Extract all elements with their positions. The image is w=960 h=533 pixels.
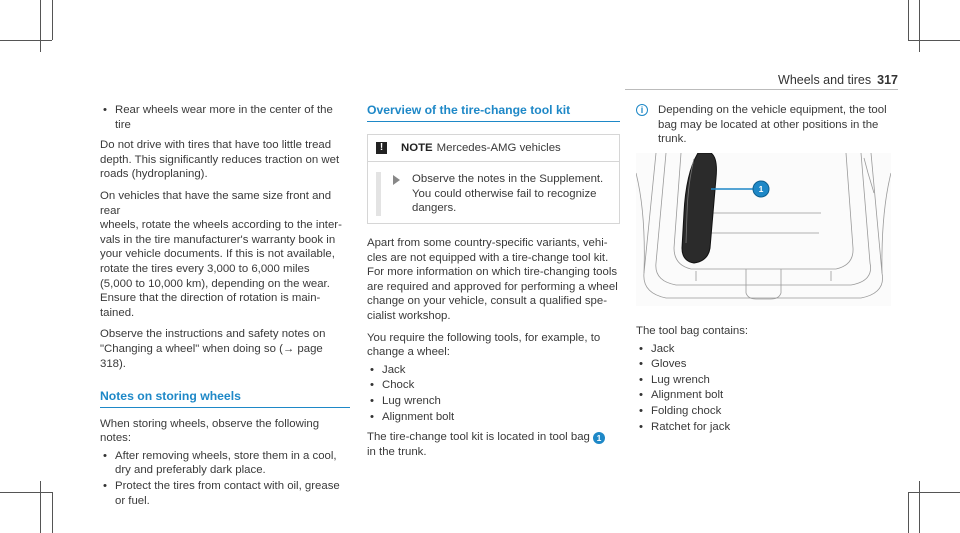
crop-mark bbox=[919, 481, 920, 533]
crop-mark bbox=[0, 492, 52, 493]
note-title: NOTE bbox=[401, 141, 433, 154]
figure-callout-badge: 1 bbox=[758, 184, 764, 194]
crop-mark bbox=[908, 492, 909, 533]
warning-icon: ! bbox=[376, 142, 387, 154]
crop-mark bbox=[908, 40, 960, 41]
info-icon: i bbox=[636, 104, 648, 116]
list-item: • Gloves bbox=[636, 357, 896, 372]
column-3-lower bbox=[636, 324, 896, 435]
column-1 bbox=[100, 103, 350, 509]
note-box bbox=[367, 134, 620, 224]
column-2 bbox=[367, 103, 620, 466]
tool-kit-heading: Overview of the tire-change tool kit bbox=[367, 103, 620, 122]
info-text: Depending on the vehicle equipment, the tool bag may be located at other positions in the trunk. bbox=[658, 104, 887, 146]
list-item: • Protect the tires from contact with oil, grease or fuel. bbox=[100, 479, 350, 508]
location-paragraph: The tire-change tool kit is located in tool bag 1 in the trunk. bbox=[367, 430, 620, 459]
crop-mark bbox=[0, 40, 52, 41]
tools-intro: You require the following tools, for example, to change a wheel: bbox=[367, 331, 601, 359]
storing-wheels-heading: Notes on storing wheels bbox=[100, 389, 350, 408]
crop-mark bbox=[40, 0, 41, 52]
crop-mark bbox=[919, 0, 920, 52]
running-header bbox=[778, 73, 898, 87]
list-item: • Jack bbox=[367, 363, 620, 378]
note-header bbox=[368, 135, 619, 163]
crop-mark bbox=[908, 492, 960, 493]
section-title: Wheels and tires bbox=[778, 73, 872, 87]
list-item: • Chock bbox=[367, 378, 620, 393]
page-reference-link[interactable]: "Changing a wheel" when doing so (→ page 318). bbox=[100, 342, 323, 370]
bag-contents-list bbox=[636, 342, 896, 435]
list-item: • Ratchet for jack bbox=[636, 420, 896, 435]
trunk-drawing bbox=[636, 153, 891, 306]
crop-mark bbox=[908, 0, 909, 40]
contains-intro: The tool bag contains: bbox=[636, 325, 749, 337]
note-body bbox=[368, 162, 619, 223]
page-number: 317 bbox=[877, 73, 898, 87]
list-item: • Alignment bolt bbox=[367, 410, 620, 425]
callout-badge: 1 bbox=[593, 432, 605, 444]
crop-mark bbox=[40, 481, 41, 533]
trunk-illustration bbox=[636, 153, 891, 306]
info-note bbox=[636, 103, 896, 147]
storing-intro: When storing wheels, observe the following notes: bbox=[100, 417, 320, 445]
column-3 bbox=[636, 103, 896, 159]
storing-bullet-list bbox=[100, 449, 350, 508]
list-item: • Folding chock bbox=[636, 404, 896, 419]
wear-bullet-list bbox=[100, 103, 350, 132]
note-subtitle: Mercedes-AMG vehicles bbox=[436, 141, 561, 154]
variants-paragraph: Apart from some country-specific variants, vehi- cles are not equipped with a tire-change tool kit. For more information on which tire-changing tools are required and approved for performing a wheel change on your vehicle, consult a qualified spe- cialist workshop. bbox=[367, 236, 618, 322]
arrow-right-icon bbox=[393, 175, 400, 185]
list-item: • Lug wrench bbox=[636, 373, 896, 388]
list-item: • Rear wheels wear more in the center of the tire bbox=[100, 103, 350, 132]
list-item: • Lug wrench bbox=[367, 394, 620, 409]
list-item: • Jack bbox=[636, 342, 896, 357]
safety-paragraph[interactable]: Observe the instructions and safety notes on "Changing a wheel" when doing so (→ page 318). bbox=[100, 327, 350, 371]
rotation-paragraph: On vehicles that have the same size front and rear wheels, rotate the wheels according to the inter- vals in the tire manufacturer's warranty book in your vehicle documents. If this is not available, rotate the tires every 3,000 to 6,000 miles (5,000 to 10,000 km), depending on the wear. Ensure that the direction of rotation is main- tained. bbox=[100, 189, 342, 319]
note-text: Observe the notes in the Supplement. You could otherwise fail to recognize dangers. bbox=[412, 173, 604, 215]
tools-list bbox=[367, 363, 620, 424]
header-rule bbox=[625, 89, 898, 90]
list-item: • Alignment bolt bbox=[636, 388, 896, 403]
crop-mark bbox=[52, 0, 53, 40]
tread-paragraph: Do not drive with tires that have too little tread depth. This significantly reduces traction on wet roads (hydroplaning). bbox=[100, 139, 340, 181]
list-item: • After removing wheels, store them in a cool, dry and preferably dark place. bbox=[100, 449, 350, 478]
crop-mark bbox=[52, 492, 53, 533]
note-rule bbox=[376, 172, 381, 216]
